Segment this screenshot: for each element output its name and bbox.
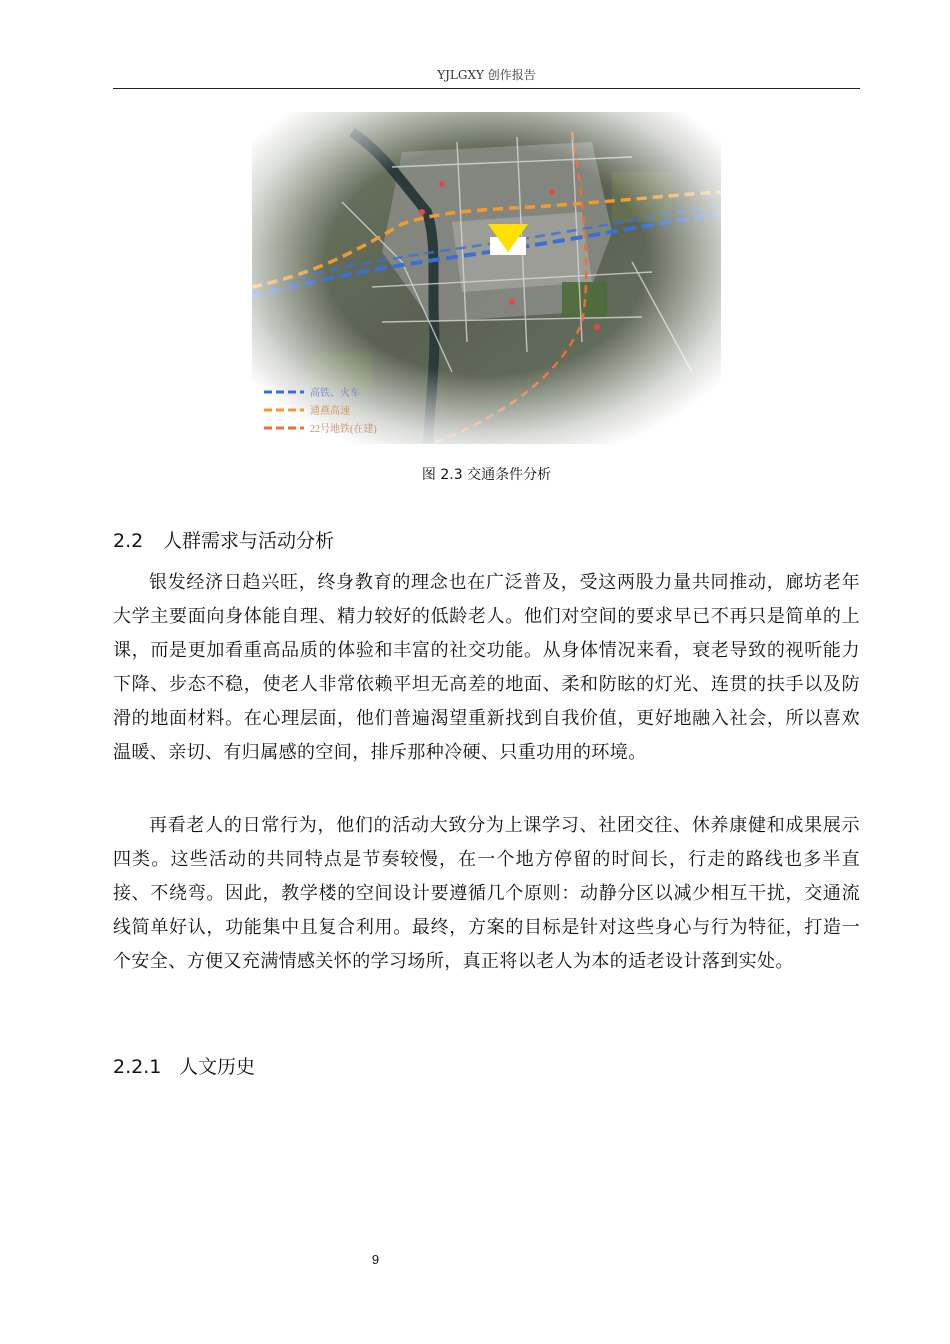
body-paragraph-1: 银发经济日趋兴旺，终身教育的理念也在广泛普及，受这两股力量共同推动，廊坊老年大学主要面向身体能自理、精力较好的低龄老人。他们对空间的要求早已不再只是简单的上课，而是更加看重高品质的体验和丰富的社交功能。从身体情况来看，衰老导致的视听能力下降、步态不稳，使老人非常依赖平坦无高差的地面、柔和防眩的灯光、连贯的扶手以及防滑的地面材料。在心理层面，他们普遍渴望重新找到自我价值，更好地融入社会，所以喜欢温暖、亲切、有归属感的空间，排斥那种冷硬、只重功用的环境。 — [113, 572, 860, 763]
satellite-map — [252, 112, 721, 444]
legend-label-rail: 高铁、火车 — [310, 388, 360, 399]
subsection-title: 人文历史 — [179, 1056, 256, 1078]
running-header: YJLGXY 创作报告 — [437, 68, 536, 82]
traffic-map-figure — [252, 112, 721, 444]
section-title: 人群需求与活动分析 — [163, 530, 335, 552]
subsection-number: 2.2.1 — [113, 1056, 162, 1078]
section-number: 2.2 — [113, 530, 144, 552]
section-heading — [113, 526, 334, 553]
header-rule — [113, 88, 860, 89]
body-paragraph-2: 再看老人的日常行为，他们的活动大致分为上课学习、社团交往、休养康健和成果展示四类。这些活动的共同特点是节奏较慢，在一个地方停留的时间长，行走的路线也多半直接、不绕弯。因此，教学楼的空间设计要遵循几个原则：动静分区以减少相互干扰，交通流线简单好认，功能集中且复合利用。最终，方案的目标是针对这些身心与行为特征，打造一个安全、方便又充满情感关怀的学习场所，真正将以老人为本的适老设计落到实处。 — [113, 815, 860, 972]
legend-label-expressway: 通燕高速 — [310, 406, 350, 417]
subsection-heading — [113, 1052, 255, 1079]
figure-caption: 图 2.3 交通条件分析 — [421, 467, 552, 483]
page-number: 9 — [371, 1252, 380, 1267]
legend-label-metro: 22号地铁(在建) — [310, 424, 377, 435]
